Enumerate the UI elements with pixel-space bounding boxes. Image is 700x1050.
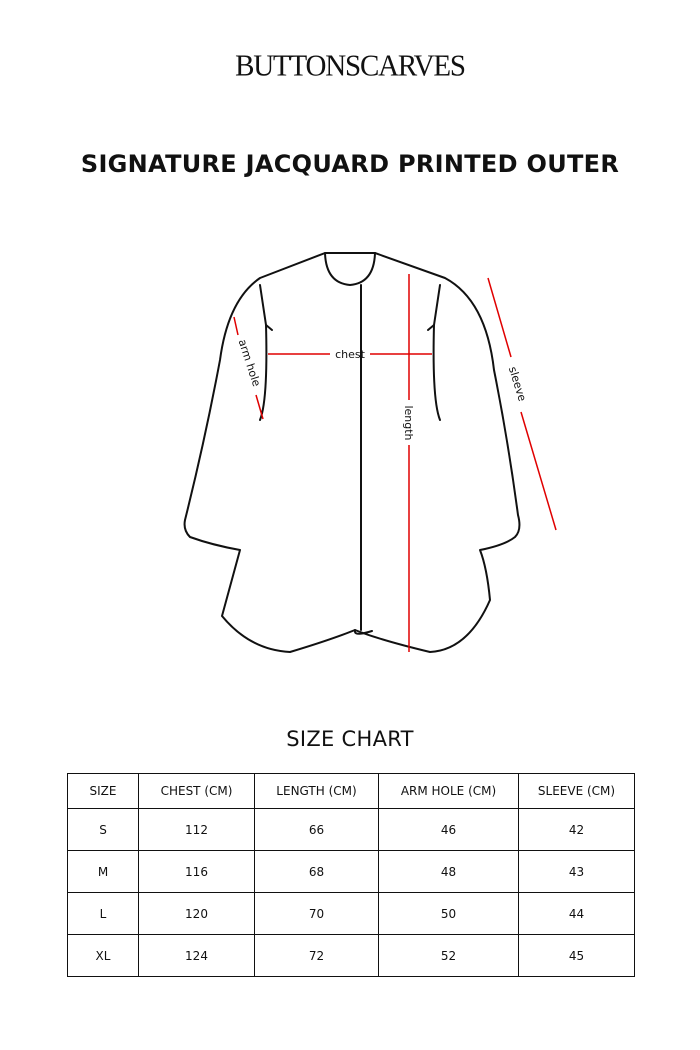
header-sleeve: SLEEVE (CM) (519, 774, 635, 809)
header-size: SIZE (68, 774, 139, 809)
garment-outline (185, 253, 520, 652)
arm-hole-label: arm hole (235, 337, 264, 389)
cell-size: M (68, 851, 139, 893)
cell-arm-hole: 50 (379, 893, 519, 935)
armhole-measure-bottom (256, 395, 263, 419)
right-armhole-seam (434, 285, 440, 420)
table-row (68, 893, 635, 935)
collar-outline (325, 253, 375, 285)
cell-arm-hole: 46 (379, 809, 519, 851)
product-title: SIGNATURE JACQUARD PRINTED OUTER (80, 150, 620, 178)
cell-chest: 116 (139, 851, 255, 893)
sleeve-label: sleeve (505, 365, 529, 403)
cell-sleeve: 42 (519, 809, 635, 851)
cell-size: L (68, 893, 139, 935)
brand-logo: BUTTONSCARVES (235, 49, 465, 83)
cell-chest: 120 (139, 893, 255, 935)
table-row (68, 935, 635, 977)
cell-chest: 124 (139, 935, 255, 977)
table-row (68, 809, 635, 851)
chest-label: chest (335, 348, 365, 361)
table-header-row (68, 774, 635, 809)
header-length: LENGTH (CM) (255, 774, 379, 809)
size-chart-title: SIZE CHART (286, 727, 414, 751)
cell-sleeve: 45 (519, 935, 635, 977)
cell-arm-hole: 52 (379, 935, 519, 977)
sleeve-measure-bottom (521, 412, 556, 530)
measurement-lines (234, 274, 556, 652)
left-armhole-seam (260, 285, 266, 420)
garment-diagram (0, 230, 700, 680)
header-chest: CHEST (CM) (139, 774, 255, 809)
cell-sleeve: 44 (519, 893, 635, 935)
header-arm-hole: ARM HOLE (CM) (379, 774, 519, 809)
armhole-measure-top (234, 317, 238, 335)
cell-size: S (68, 809, 139, 851)
cell-arm-hole: 48 (379, 851, 519, 893)
length-label: length (402, 405, 415, 441)
cell-length: 72 (255, 935, 379, 977)
table-row (68, 851, 635, 893)
sleeve-measure-top (488, 278, 511, 357)
cell-size: XL (68, 935, 139, 977)
cell-chest: 112 (139, 809, 255, 851)
cell-length: 66 (255, 809, 379, 851)
cell-length: 70 (255, 893, 379, 935)
cell-sleeve: 43 (519, 851, 635, 893)
cell-length: 68 (255, 851, 379, 893)
coat-body-outline (185, 253, 520, 652)
size-chart-table (67, 773, 635, 977)
